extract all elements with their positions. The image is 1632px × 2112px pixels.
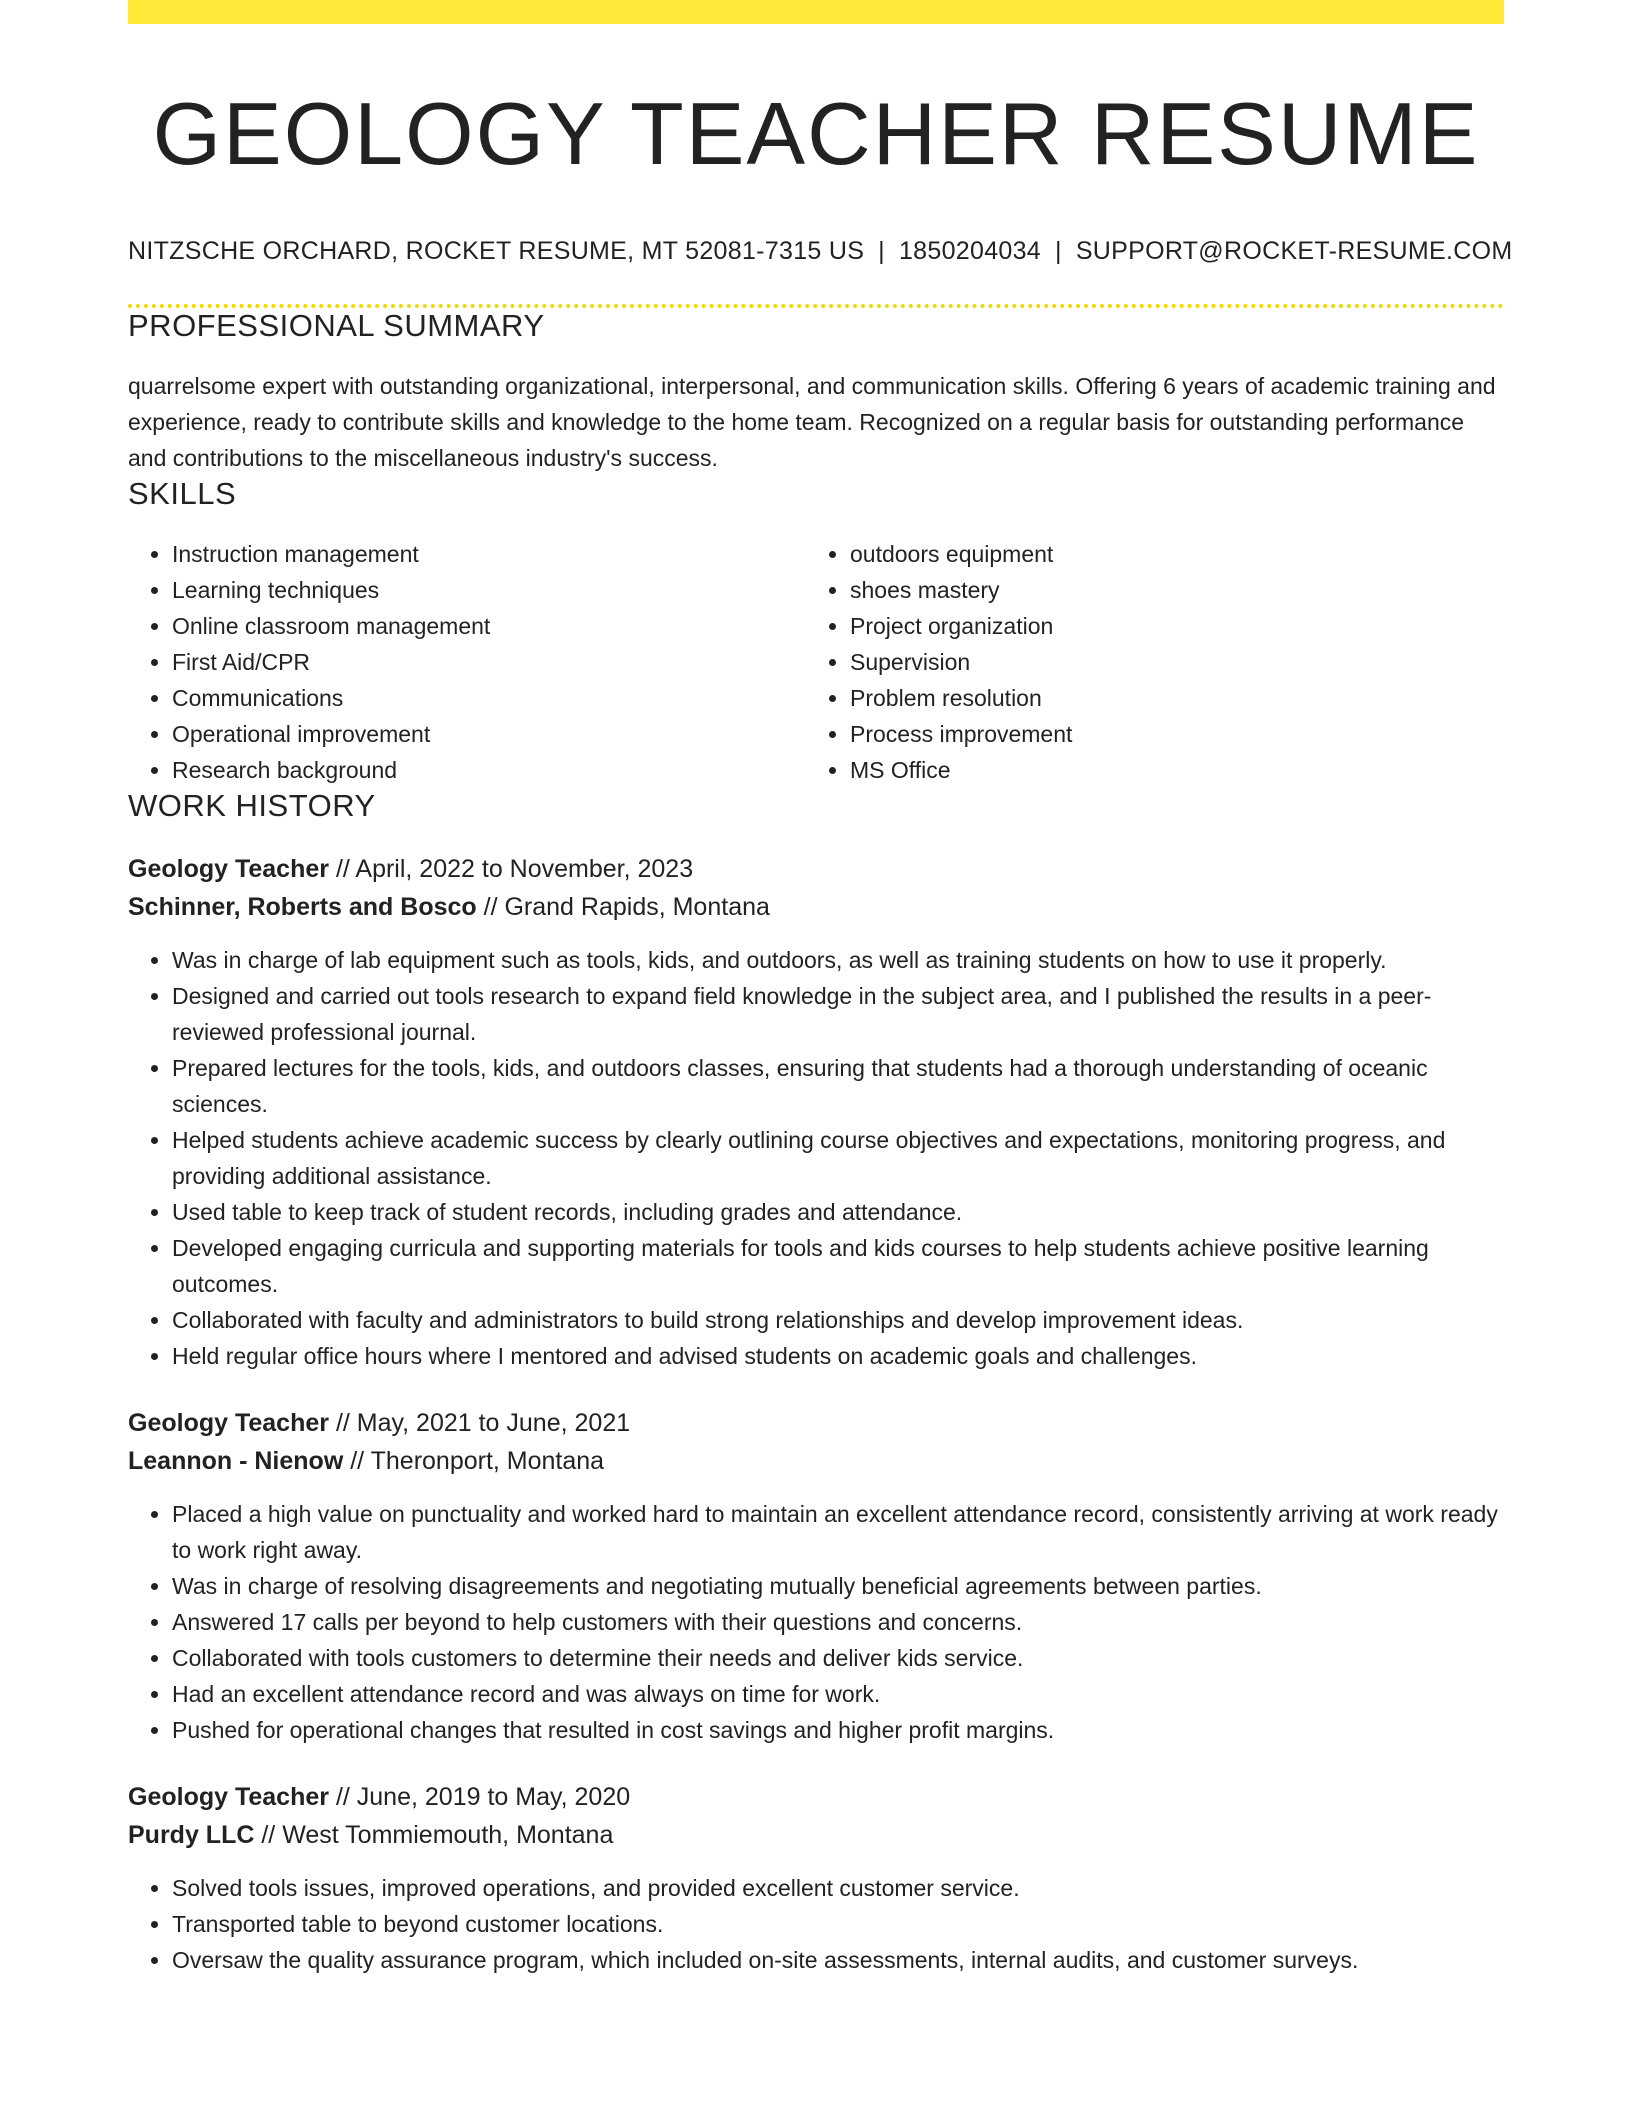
job-title: Geology Teacher	[128, 1782, 329, 1811]
job-location: // Grand Rapids, Montana	[476, 892, 770, 921]
job-bullet: • Helped students achieve academic success by clearly outlining course objectives and expectations, monitoring progress, and providing additional assistance.	[172, 1122, 1504, 1194]
job-bullet: • Was in charge of lab equipment such as tools, kids, and outdoors, as well as training students on how to use it properly.	[172, 942, 1504, 978]
job-bullet: • Was in charge of resolving disagreements and negotiating mutually beneficial agreements between parties.	[172, 1568, 1504, 1604]
job-title: Geology Teacher	[128, 854, 329, 883]
job-bullet: • Designed and carried out tools research to expand field knowledge in the subject area, and I published the results in a peer-reviewed professional journal.	[172, 978, 1504, 1050]
skill-item: • Supervision	[850, 644, 1484, 680]
job-bullet: • Collaborated with faculty and administrators to build strong relationships and develop improvement ideas.	[172, 1302, 1504, 1338]
contact-phone: 1850204034	[898, 236, 1042, 265]
job-bullet: • Held regular office hours where I mentored and advised students on academic goals and challenges.	[172, 1338, 1504, 1374]
job-company: Leannon - Nienow	[128, 1446, 344, 1475]
job-bullet: • Used table to keep track of student records, including grades and attendance.	[172, 1194, 1504, 1230]
skill-item: • Instruction management	[172, 536, 806, 572]
summary-heading: PROFESSIONAL SUMMARY	[128, 307, 545, 343]
skill-item: • Problem resolution	[850, 680, 1484, 716]
contact-line	[128, 236, 1513, 266]
skill-item: • Operational improvement	[172, 716, 806, 752]
contact-separator: |	[878, 236, 885, 265]
resume-title: GEOLOGY TEACHER RESUME	[152, 84, 1480, 183]
job-dates: // May, 2021 to June, 2021	[329, 1408, 631, 1437]
contact-separator: |	[1055, 236, 1062, 265]
skill-item: • Research background	[172, 752, 806, 788]
accent-top-bar	[128, 0, 1504, 24]
skill-item: • Process improvement	[850, 716, 1484, 752]
job-bullet: • Oversaw the quality assurance program, which included on-site assessments, internal audits, and customer surveys.	[172, 1942, 1504, 1978]
job-location: // West Tommiemouth, Montana	[254, 1820, 614, 1849]
job-bullet: • Solved tools issues, improved operations, and provided excellent customer service.	[172, 1870, 1504, 1906]
job-title-line	[128, 1404, 1504, 1442]
job-bullet: • Had an excellent attendance record and was always on time for work.	[172, 1676, 1504, 1712]
skill-item: • First Aid/CPR	[172, 644, 806, 680]
job-bullet: • Collaborated with tools customers to determine their needs and deliver kids service.	[172, 1640, 1504, 1676]
job-title-line	[128, 1778, 1504, 1816]
skills-list-right	[806, 536, 1484, 788]
job-dates: // June, 2019 to May, 2020	[329, 1782, 631, 1811]
job-dates: // April, 2022 to November, 2023	[329, 854, 694, 883]
skill-item: • Learning techniques	[172, 572, 806, 608]
skills-heading: SKILLS	[128, 475, 237, 511]
job-company: Purdy LLC	[128, 1820, 255, 1849]
job-bullets	[128, 1496, 1504, 1748]
job-company-line	[128, 1442, 1504, 1480]
resume-page	[128, 0, 1513, 1978]
job-bullet: • Pushed for operational changes that resulted in cost savings and higher profit margins.	[172, 1712, 1504, 1748]
skill-item: • shoes mastery	[850, 572, 1484, 608]
job-bullet: • Prepared lectures for the tools, kids, and outdoors classes, ensuring that students had a thorough understanding of oceanic sciences.	[172, 1050, 1504, 1122]
skill-item: • Project organization	[850, 608, 1484, 644]
job-location: // Theronport, Montana	[343, 1446, 605, 1475]
skill-item: • outdoors equipment	[850, 536, 1484, 572]
job-bullet: • Developed engaging curricula and supporting materials for tools and kids courses to help students achieve positive learning outcomes.	[172, 1230, 1504, 1302]
job-bullet: • Transported table to beyond customer locations.	[172, 1906, 1504, 1942]
work-history-heading: WORK HISTORY	[128, 787, 376, 823]
job-bullet: • Placed a high value on punctuality and worked hard to maintain an excellent attendance record, consistently arriving at work ready to work right away.	[172, 1496, 1504, 1568]
skill-item: • Online classroom management	[172, 608, 806, 644]
skill-item: • MS Office	[850, 752, 1484, 788]
job-bullets	[128, 942, 1504, 1374]
contact-address: NITZSCHE ORCHARD, ROCKET RESUME, MT 52081-7315 US	[128, 236, 865, 265]
job-bullet: • Answered 17 calls per beyond to help customers with their questions and concerns.	[172, 1604, 1504, 1640]
job-company-line	[128, 888, 1504, 926]
job-company: Schinner, Roberts and Bosco	[128, 892, 477, 921]
job-title: Geology Teacher	[128, 1408, 329, 1437]
skill-item: • Communications	[172, 680, 806, 716]
job-company-line	[128, 1816, 1504, 1854]
contact-email: SUPPORT@ROCKET-RESUME.COM	[1075, 236, 1513, 265]
skills-list-left	[128, 536, 806, 788]
job-title-line	[128, 850, 1504, 888]
job-bullets	[128, 1870, 1504, 1978]
summary-text: quarrelsome expert with outstanding organizational, interpersonal, and communication skills. Offering 6 years of academic training and experience, ready to contribute skills and knowledge to the home team. Recognized on a regular basis for outstanding performance and contributions to the miscellaneous industry's success.	[128, 372, 1496, 471]
skills-columns	[128, 536, 1504, 788]
